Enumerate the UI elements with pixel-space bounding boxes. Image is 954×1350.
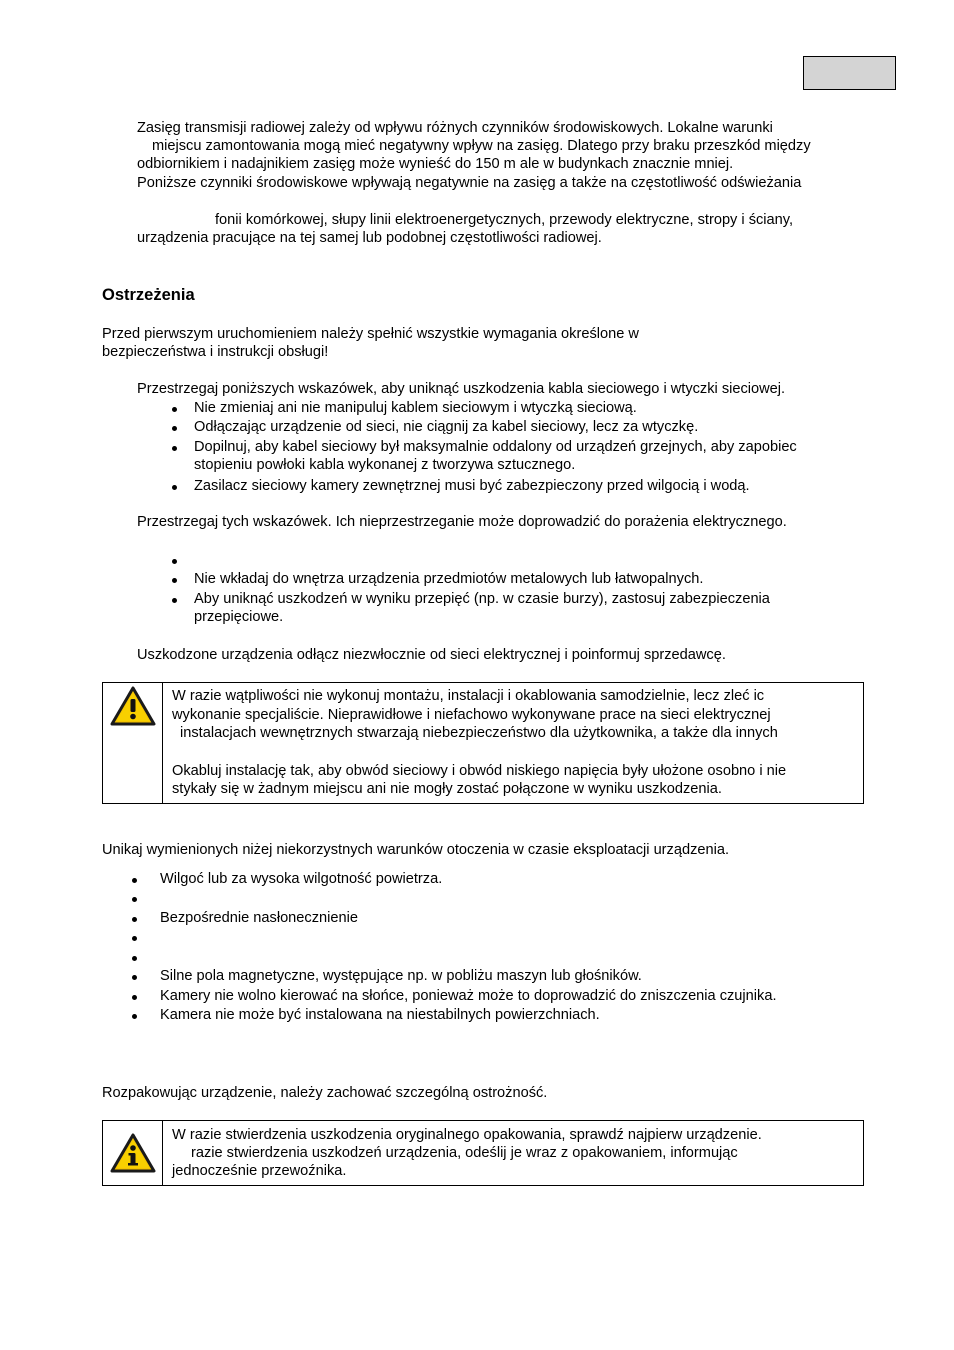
bullet-dot <box>172 578 177 583</box>
bullet-dot <box>132 1014 137 1019</box>
list-item: Zasilacz sieciowy kamery zewnętrznej musi być zabezpieczony przed wilgocią i wodą. <box>194 478 750 494</box>
note1-line-1: W razie wątpliwości nie wykonuj montażu, instalacji i okablowania samodzielnie, lecz zleć ic <box>172 688 765 704</box>
list-item: Kamera nie może być instalowana na niestabilnych powierzchniach. <box>160 1007 600 1023</box>
list-item: Nie zmieniaj ani nie manipuluj kablem sieciowym i wtyczką sieciową. <box>194 400 637 416</box>
intro-line-6: urządzenia pracujące na tej samej lub podobnej częstotliwości radiowej. <box>137 230 602 246</box>
list-item-continuation: przepięciowe. <box>194 609 284 625</box>
note1-line-2: wykonanie specjaliście. Nieprawidłowe i niefachowo wykonywane prace na sieci elektrycznej <box>172 707 771 723</box>
bullet-dot <box>172 426 177 431</box>
warning-note-box <box>102 682 864 804</box>
list-item: Kamery nie wolno kierować na słońce, ponieważ może to doprowadzić do zniszczenia czujnika. <box>160 988 777 1004</box>
list-item: Bezpośrednie nasłonecznienie <box>160 910 358 926</box>
bullet-dot <box>172 598 177 603</box>
bullet-dot <box>172 407 177 412</box>
warnings-paragraph-line-2: bezpieczeństwa i instrukcji obsługi! <box>102 344 329 360</box>
list-item: Nie wkładaj do wnętrza urządzenia przedmiotów metalowych lub łatwopalnych. <box>194 571 704 587</box>
info-triangle-icon <box>110 1133 156 1173</box>
note1-line-4: Okabluj instalację tak, aby obwód sieciowy i obwód niskiego napięcia były ułożone osobno i nie <box>172 763 787 779</box>
note2-line-3: jednocześnie przewoźnika. <box>172 1163 347 1179</box>
bullet-dot <box>132 936 137 941</box>
damaged-notice: Uszkodzone urządzenia odłącz niezwłocznie od sieci elektrycznej i poinformuj sprzedawcę. <box>137 647 726 663</box>
bullet-dot <box>172 485 177 490</box>
intro-line-2: miejscu zamontowania mogą mieć negatywny wpływ na zasięg. Dlatego przy braku przeszkód między <box>152 138 811 154</box>
intro-line-5: fonii komórkowej, słupy linii elektroenergetycznych, przewody elektryczne, stropy i ściany, <box>215 212 794 228</box>
info-note-box <box>102 1120 864 1186</box>
bullet-dot <box>172 559 177 564</box>
list-item-continuation: stopieniu powłoki kabla wykonanej z tworzywa sztucznego. <box>194 457 576 473</box>
list-item: Odłączając urządzenie od sieci, nie ciągnij za kabel sieciowy, lecz za wtyczkę. <box>194 419 699 435</box>
note-divider <box>162 1121 163 1185</box>
list-item: Aby uniknąć uszkodzeń w wyniku przepięć (np. w czasie burzy), zastosuj zabezpieczenia <box>194 591 770 607</box>
bullet-dot <box>132 917 137 922</box>
note1-line-3: instalacjach wewnętrznych stwarzają niebezpieczeństwo dla użytkownika, a także dla innych <box>180 725 778 741</box>
intro-line-3: odbiornikiem i nadajnikiem zasięg może wynieść do 150 m ale w budynkach znacznie mniej. <box>137 156 734 172</box>
environment-intro: Unikaj wymienionych niżej niekorzystnych warunków otoczenia w czasie eksploatacji urządzenia. <box>102 842 730 858</box>
bullet-dot <box>132 975 137 980</box>
warnings-paragraph-line-1: Przed pierwszym uruchomieniem należy spełnić wszystkie wymagania określone w <box>102 326 639 342</box>
bullet-dot <box>132 897 137 902</box>
note1-line-5: stykały się w żadnym miejscu ani nie mogły zostać połączone w wyniku uszkodzenia. <box>172 781 722 797</box>
shock-intro: Przestrzegaj tych wskazówek. Ich nieprzestrzeganie może doprowadzić do porażenia elektrycznego. <box>137 514 787 530</box>
warning-triangle-icon <box>110 686 156 726</box>
page-number-box <box>803 56 896 90</box>
note2-line-1: W razie stwierdzenia uszkodzenia oryginalnego opakowania, sprawdź najpierw urządzenie. <box>172 1127 762 1143</box>
section-heading: Ostrzeżenia <box>102 286 195 304</box>
list-item: Wilgoć lub za wysoka wilgotność powietrza. <box>160 871 443 887</box>
note-divider <box>162 683 163 803</box>
bullet-dot <box>132 995 137 1000</box>
bullet-dot <box>132 878 137 883</box>
unpacking-text: Rozpakowując urządzenie, należy zachować szczególną ostrożność. <box>102 1085 548 1101</box>
note2-line-2: razie stwierdzenia uszkodzeń urządzenia, odeślij je wraz z opakowaniem, informując <box>191 1145 738 1161</box>
list-item: Dopilnuj, aby kabel sieciowy był maksymalnie oddalony od urządzeń grzejnych, aby zapobiec <box>194 439 797 455</box>
intro-line-4: Poniższe czynniki środowiskowe wpływają negatywnie na zasięg a także na częstotliwość odświeżania <box>137 175 802 191</box>
bullet-dot <box>132 956 137 961</box>
intro-line-1: Zasięg transmisji radiowej zależy od wpływu różnych czynników środowiskowych. Lokalne warunki <box>137 120 773 136</box>
bullet-dot <box>172 446 177 451</box>
cable-intro: Przestrzegaj poniższych wskazówek, aby uniknąć uszkodzenia kabla sieciowego i wtyczki sieciowej. <box>137 381 786 397</box>
list-item: Silne pola magnetyczne, występujące np. w pobliżu maszyn lub głośników. <box>160 968 642 984</box>
